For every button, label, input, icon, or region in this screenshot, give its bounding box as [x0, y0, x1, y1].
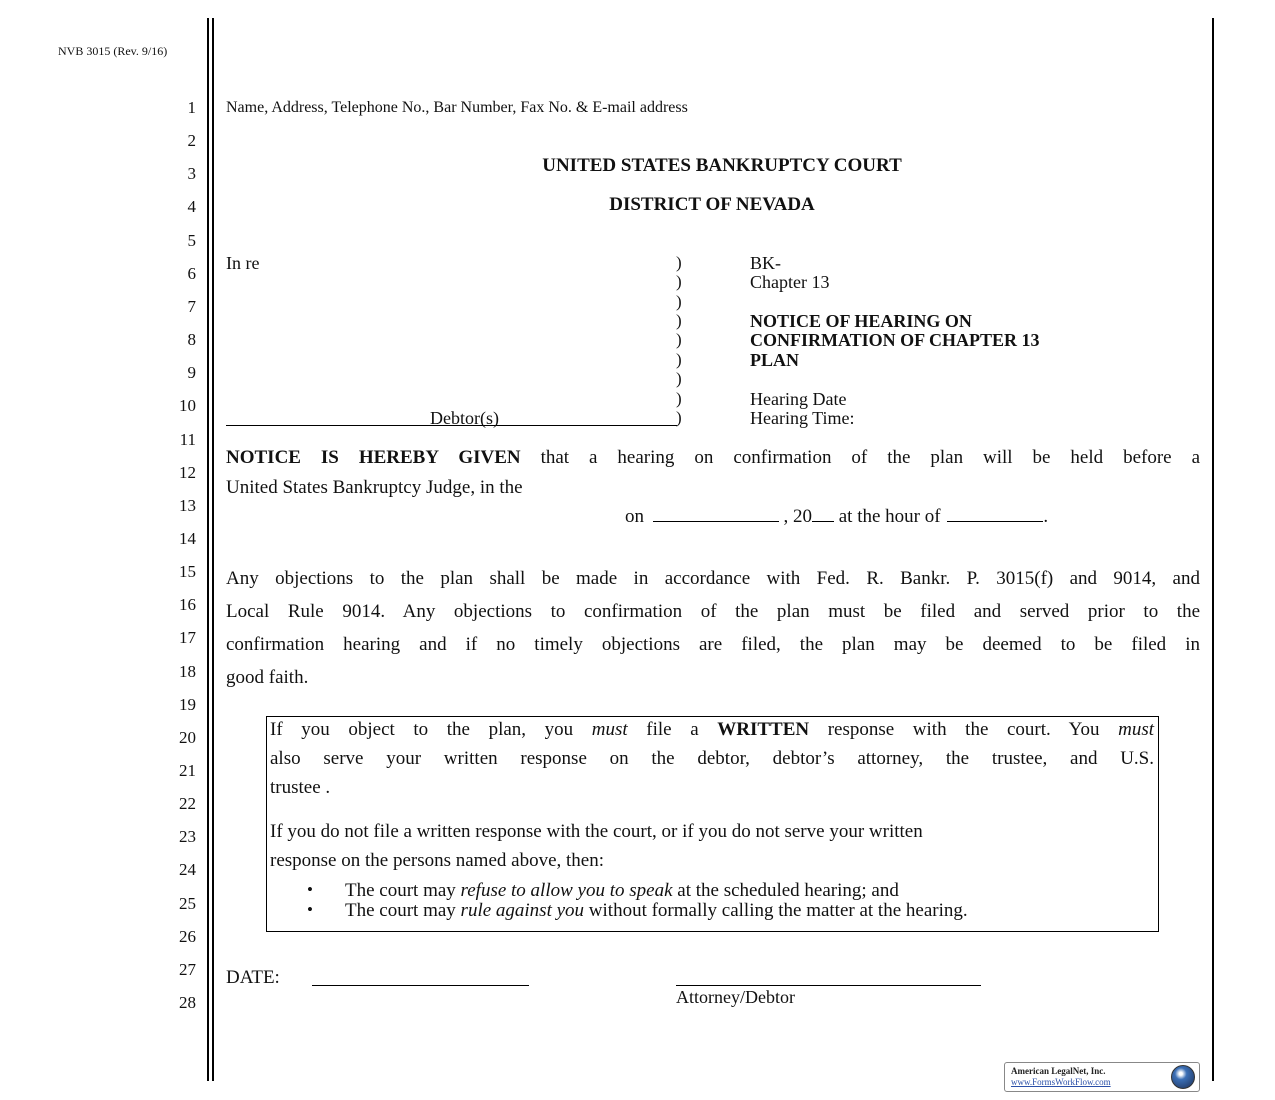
- box-p1-text-a: If you object to the plan, you: [270, 719, 574, 740]
- box-p1-text-b: file a: [646, 719, 699, 740]
- form-id: NVB 3015 (Rev. 9/16): [58, 44, 168, 58]
- caption-paren: ): [676, 253, 682, 272]
- document-title-line2: CONFIRMATION OF CHAPTER 13: [750, 330, 1040, 350]
- line-number: 13: [179, 496, 196, 515]
- line-number: 18: [179, 662, 196, 681]
- line-number: 27: [179, 960, 196, 979]
- bullet-2-text-a: The court may: [345, 900, 456, 921]
- line-number: 15: [179, 562, 196, 581]
- date-blank: [312, 985, 529, 986]
- objections-line2: Local Rule 9014. Any objections to confirmation of the plan must be filed and served prior to the: [226, 601, 1200, 622]
- line-number: 12: [179, 463, 196, 482]
- line-number: 3: [187, 164, 196, 183]
- line-number: 17: [179, 628, 196, 647]
- bullet-2-text: [345, 900, 968, 922]
- court-name: UNITED STATES BANKRUPTCY COURT: [542, 155, 902, 176]
- hearing-date-label: Hearing Date: [750, 389, 847, 409]
- box-p1-line1: [270, 719, 1154, 741]
- left-margin-rule-outer: [207, 18, 209, 1081]
- objections-line4: good faith.: [226, 667, 309, 688]
- caption-paren: ): [676, 408, 682, 427]
- signature-blank: [676, 985, 981, 986]
- caption-paren: ): [676, 389, 682, 408]
- line-number: 6: [187, 264, 196, 283]
- bullet-1-emphasis: refuse to allow you to speak: [460, 880, 673, 901]
- attorney-info-line: Name, Address, Telephone No., Bar Number, Fax No. & E-mail address: [226, 99, 688, 116]
- right-margin-rule: [1212, 18, 1214, 1081]
- hearing-date-blank: [653, 506, 779, 522]
- bullet-1-text-a: The court may: [345, 880, 456, 901]
- chapter-label: Chapter 13: [750, 272, 830, 292]
- caption-paren: ): [676, 369, 682, 388]
- in-re-label: In re: [226, 253, 260, 273]
- caption-paren: ): [676, 311, 682, 330]
- bullet-1-text: [345, 880, 899, 902]
- notice-bold-lead: NOTICE IS HEREBY GIVEN: [226, 447, 521, 468]
- bullet-2-marker: •: [307, 900, 313, 919]
- line-number: 9: [187, 363, 196, 382]
- box-p1-line2: also serve your written response on the debtor, debtor’s attorney, the trustee, and U.S.: [270, 748, 1154, 769]
- objections-line1: Any objections to the plan shall be made in accordance with Fed. R. Bankr. P. 3015(f) and 9014, and: [226, 568, 1200, 589]
- hearing-time-label: Hearing Time:: [750, 408, 855, 428]
- district-name: DISTRICT OF NEVADA: [609, 194, 815, 215]
- document-title-line1: NOTICE OF HEARING ON: [750, 311, 972, 331]
- box-written: WRITTEN: [717, 719, 810, 740]
- logo-company: American LegalNet, Inc.: [1011, 1066, 1106, 1076]
- notice-line1: [226, 447, 1200, 469]
- bk-number: BK-: [750, 253, 781, 273]
- objections-line3: confirmation hearing and if no timely objections are filed, the plan may be deemed to be filed in: [226, 634, 1200, 655]
- line-number: 14: [179, 529, 196, 548]
- line-number: 21: [179, 761, 196, 780]
- box-must-2: must: [1118, 719, 1155, 740]
- line-number: 5: [187, 231, 196, 250]
- debtor-label: Debtor(s): [430, 408, 499, 428]
- box-must-1: must: [591, 719, 628, 740]
- line-number: 4: [187, 197, 196, 216]
- document-title-line3: PLAN: [750, 350, 799, 370]
- line-number: 23: [179, 827, 196, 846]
- caption-paren: ): [676, 350, 682, 369]
- logo-url[interactable]: www.FormsWorkFlow.com: [1011, 1077, 1111, 1087]
- line-number: 1: [187, 98, 196, 117]
- notice-line1-text: that a hearing on confirmation of the plan will be held before a: [540, 447, 1201, 468]
- hearing-year-blank: [812, 506, 834, 522]
- caption-paren: ): [676, 292, 682, 311]
- bullet-1-text-b: at the scheduled hearing; and: [677, 880, 899, 901]
- bullet-1-marker: •: [307, 880, 313, 899]
- line-number: 20: [179, 728, 196, 747]
- attorney-debtor-label: Attorney/Debtor: [676, 987, 795, 1007]
- bullet-2-text-b: without formally calling the matter at the hearing.: [588, 900, 968, 921]
- line-number: 16: [179, 595, 196, 614]
- hearing-hour-blank: [947, 506, 1043, 522]
- line-number: 25: [179, 894, 196, 913]
- line-number: 8: [187, 330, 196, 349]
- notice-line2: United States Bankruptcy Judge, in the: [226, 477, 523, 498]
- globe-icon: [1171, 1065, 1195, 1089]
- line-number: 10: [179, 396, 196, 415]
- line-number: 28: [179, 993, 196, 1012]
- line-number: 7: [187, 297, 196, 316]
- notice-date-line: [625, 506, 1048, 528]
- line-number: 11: [179, 430, 196, 449]
- bullet-2-emphasis: rule against you: [460, 900, 585, 921]
- line-number: 2: [187, 131, 196, 150]
- date-label: DATE:: [226, 967, 280, 988]
- notice-on: on: [625, 506, 644, 527]
- line-number: 26: [179, 927, 196, 946]
- line-number: 24: [179, 860, 196, 879]
- caption-paren: ): [676, 330, 682, 349]
- box-p1-text-c: response with the court. You: [827, 719, 1100, 740]
- box-p1-line3: trustee .: [270, 777, 331, 798]
- line-number: 19: [179, 695, 196, 714]
- caption-paren: ): [676, 272, 682, 291]
- line-number: 22: [179, 794, 196, 813]
- notice-year-prefix: , 20: [783, 506, 812, 527]
- notice-hour-text: at the hour of: [838, 506, 941, 527]
- notice-period: .: [1043, 506, 1049, 527]
- left-margin-rule-inner: [212, 18, 214, 1081]
- american-legalnet-logo: [1004, 1062, 1200, 1092]
- box-p2-line2: response on the persons named above, then:: [270, 850, 604, 871]
- box-p2-line1: If you do not file a written response with the court, or if you do not serve your written: [270, 821, 923, 842]
